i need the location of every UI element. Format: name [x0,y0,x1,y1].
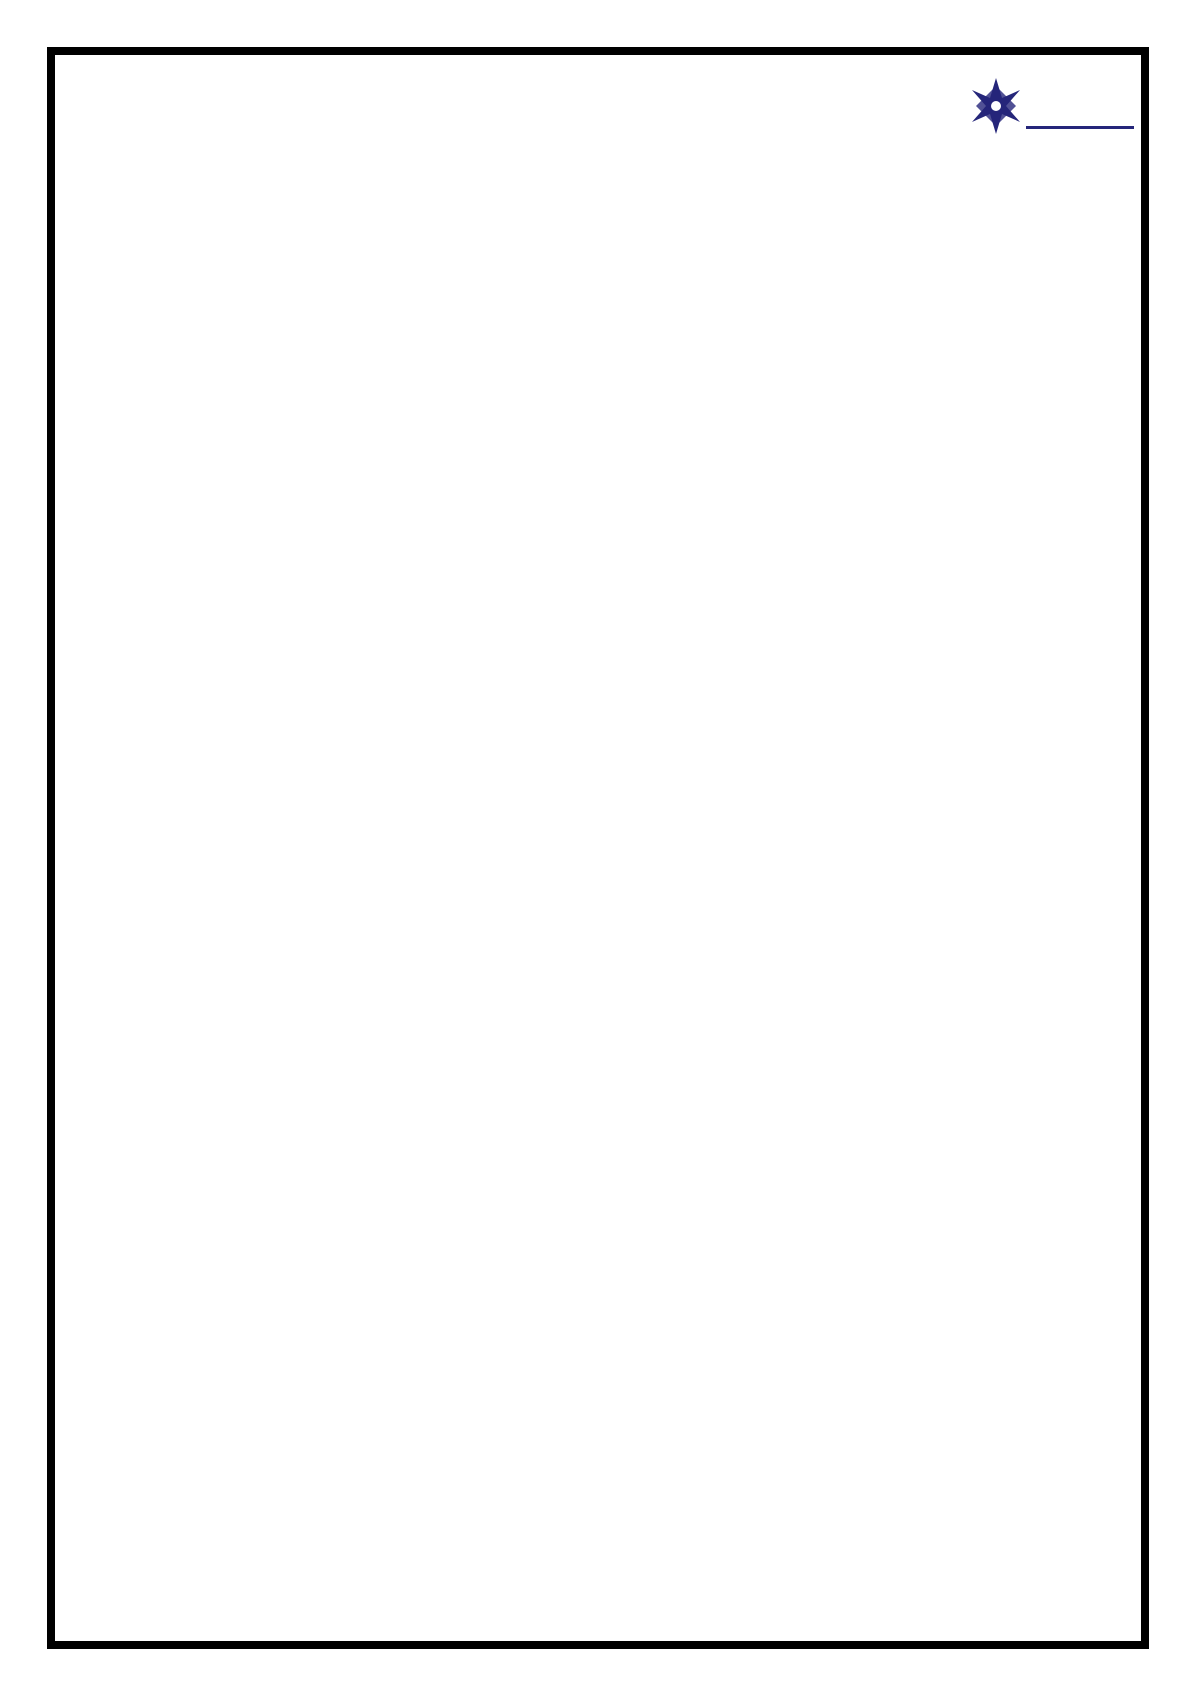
star-flower-icon [968,76,1024,136]
page-border [47,47,1149,1649]
logo-subline [1026,126,1134,129]
ceeb-logo [968,74,1136,138]
